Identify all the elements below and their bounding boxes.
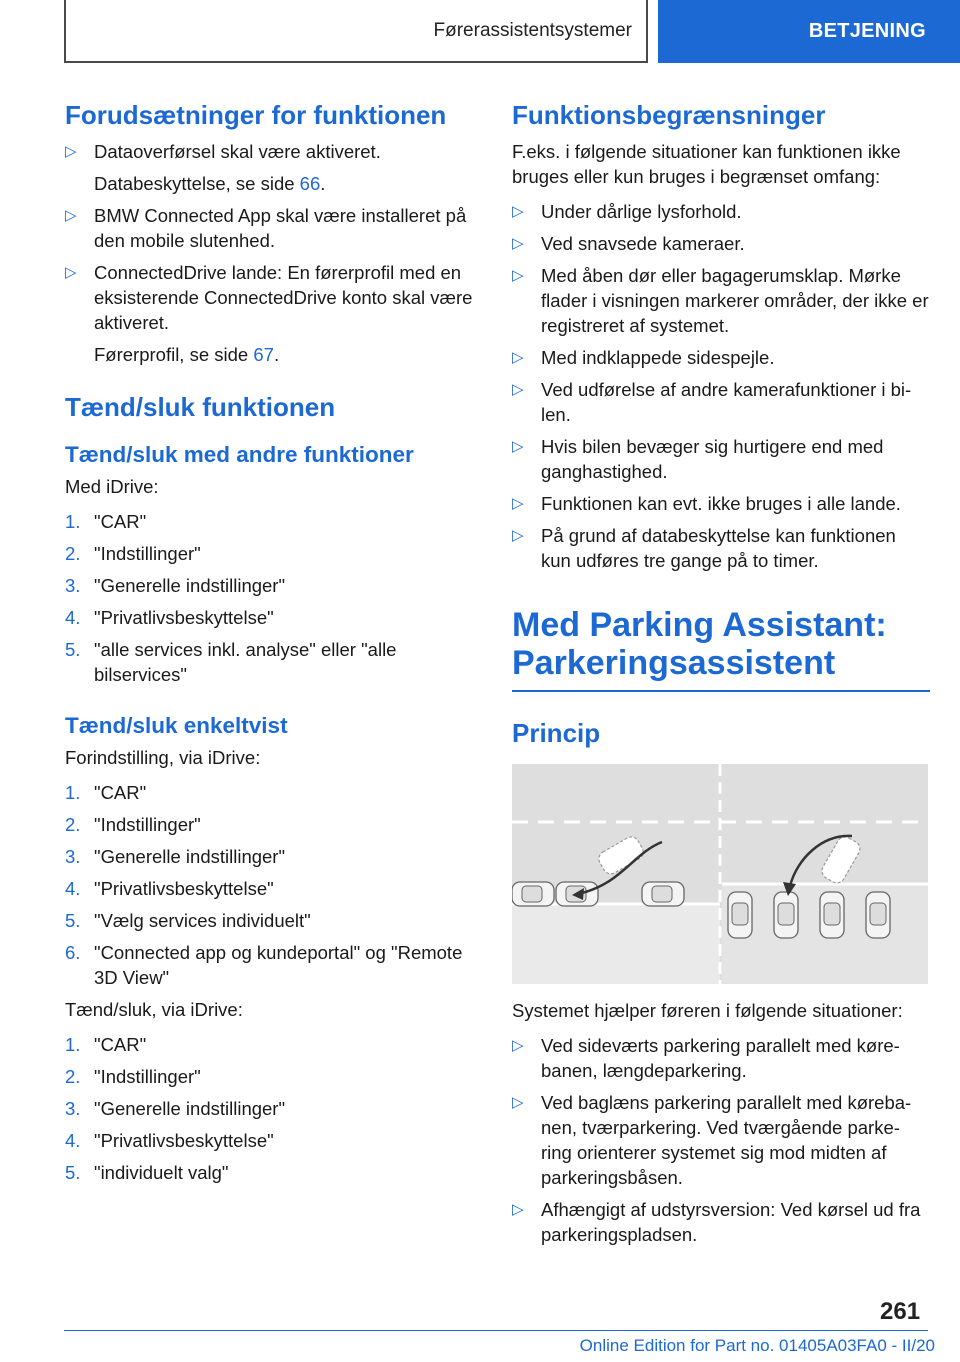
footer-edition: Online Edition for Part no. 01405A03FA0 - II/20 (579, 1336, 935, 1355)
onoff-steps-list (65, 1032, 485, 1185)
list-item-text: BMW Connected App skal være installeret på den mobile slutenhed. (94, 205, 467, 252)
left-column (65, 100, 485, 1192)
prereq-list (65, 139, 485, 367)
list-item-text: På grund af databeskyttelse kan funktionen kun udføres tre gange på to timer. (541, 525, 896, 572)
step-text: "Generelle indstillinger" (94, 1098, 286, 1120)
single-intro: Forindstilling, via iDrive: (65, 747, 261, 769)
list-item (65, 541, 485, 566)
header-chapter-text: BETJENING (808, 20, 926, 42)
step-number: 2. (65, 814, 81, 836)
principle-title: Princip (512, 718, 601, 749)
list-item-text: ConnectedDrive lande: En førerprofil med en eksisterende ConnectedDrive konto skal være aktiveret. (94, 262, 473, 334)
main-section-title: Med Parking Assistant: Parkeringsassistent (512, 606, 930, 692)
triangle-bullet-icon: ▷ (512, 203, 524, 221)
list-item-text: Ved snavsede kameraer. (541, 233, 745, 255)
sub-text: Førerprofil, se side (94, 344, 254, 366)
step-number: 4. (65, 607, 81, 629)
sub-text: Databeskyttelse, se side (94, 173, 300, 195)
list-item-text: Ved sideværts parkering parallelt med køre-banen, længdeparkering. (541, 1034, 900, 1081)
step-text: "CAR" (94, 511, 147, 533)
step-text: "CAR" (94, 782, 147, 804)
list-item-sub (94, 171, 485, 196)
list-item (65, 637, 485, 687)
onoff-intro: Tænd/sluk, via iDrive: (65, 999, 243, 1021)
triangle-bullet-icon: ▷ (512, 1036, 524, 1054)
triangle-bullet-icon: ▷ (512, 1093, 524, 1111)
list-item (512, 491, 930, 516)
list-item-text: Funktionen kan evt. ikke bruges i alle lande. (541, 493, 901, 515)
prereq-title: Forudsætninger for funktionen (65, 100, 447, 130)
sub-suffix: . (320, 173, 326, 195)
triangle-bullet-icon: ▷ (512, 381, 524, 399)
step-text: "Generelle indstillinger" (94, 575, 286, 597)
page-link[interactable]: 67 (253, 344, 274, 366)
other-intro: Med iDrive: (65, 476, 159, 498)
triangle-bullet-icon: ▷ (512, 527, 524, 545)
triangle-bullet-icon: ▷ (65, 143, 77, 161)
list-item (65, 605, 485, 630)
list-item-text: Ved baglæns parkering parallelt med køreba-nen, tværparkering. Ved tværgående parke-ring orienterer systemet sig mod midten af parkeringsbåsen. (541, 1091, 912, 1188)
list-item (512, 345, 930, 370)
step-text: "Indstillinger" (94, 1066, 201, 1088)
limits-list (512, 199, 930, 573)
sub-suffix: . (273, 344, 280, 366)
list-item (65, 1032, 485, 1057)
list-item-text: Med indklappede sidespejle. (541, 347, 775, 369)
step-text: "Generelle indstillinger" (94, 846, 286, 868)
triangle-bullet-icon: ▷ (512, 267, 524, 285)
step-text: "Privatlivsbeskyttelse" (94, 1130, 274, 1152)
step-number: 5. (65, 639, 81, 661)
step-text: "Indstillinger" (94, 814, 201, 836)
step-text: "Vælg services individuelt" (94, 910, 311, 932)
list-item-text: Under dårlige lysforhold. (541, 201, 742, 223)
triangle-bullet-icon: ▷ (512, 235, 524, 253)
header-chapter-tab[interactable] (658, 0, 960, 63)
page-link[interactable]: 66 (299, 173, 321, 195)
step-text: "alle services inkl. analyse" eller "alle bilservices" (94, 639, 397, 686)
list-item (65, 260, 485, 367)
list-item (65, 139, 485, 196)
step-number: 4. (65, 1130, 81, 1152)
list-item-text: Ved udførelse af andre kamerafunktioner i bi-len. (541, 379, 912, 426)
step-number: 1. (65, 511, 81, 533)
step-number: 5. (65, 1162, 81, 1184)
list-item-sub (94, 342, 485, 367)
step-text: "CAR" (94, 1034, 147, 1056)
list-item-text: Med åben dør eller bagagerumsklap. Mørke flader i visningen markerer områder, der ikke er registreret af systemet. (541, 265, 929, 337)
other-functions-title: Tænd/sluk med andre funktioner (65, 442, 414, 468)
single-steps-list (65, 780, 485, 990)
list-item (512, 199, 930, 224)
page-number: 261 (880, 1298, 921, 1325)
list-item (65, 1160, 485, 1185)
step-number: 2. (65, 1066, 81, 1088)
limits-intro: F.eks. i følgende situationer kan funktionen ikke bruges eller kun bruges i begrænset omfang: (512, 141, 901, 188)
step-number: 2. (65, 543, 81, 565)
list-item (65, 876, 485, 901)
list-item (512, 263, 930, 338)
list-item-text: Dataoverførsel skal være aktiveret. (94, 141, 381, 163)
list-item (65, 1096, 485, 1121)
step-text: "Privatlivsbeskyttelse" (94, 607, 274, 629)
header-section-title (64, 0, 648, 63)
right-column (512, 100, 930, 1254)
triangle-bullet-icon: ▷ (65, 207, 77, 225)
step-number: 1. (65, 1034, 81, 1056)
step-number: 6. (65, 942, 81, 964)
list-item (512, 377, 930, 427)
list-item (512, 1033, 930, 1083)
list-item (65, 780, 485, 805)
list-item (65, 908, 485, 933)
step-number: 4. (65, 878, 81, 900)
list-item (65, 940, 485, 990)
list-item (65, 812, 485, 837)
list-item (512, 1197, 930, 1247)
list-item (65, 203, 485, 253)
list-item (65, 573, 485, 598)
step-text: "Connected app og kundeportal" og "Remote 3D View" (94, 942, 463, 989)
triangle-bullet-icon: ▷ (512, 438, 524, 456)
list-item (512, 434, 930, 484)
list-item (512, 231, 930, 256)
system-intro: Systemet hjælper føreren i følgende situationer: (512, 999, 903, 1021)
triangle-bullet-icon: ▷ (65, 264, 77, 282)
step-text: "Indstillinger" (94, 543, 201, 565)
list-item-text: Hvis bilen bevæger sig hurtigere end med ganghastighed. (541, 436, 884, 483)
list-item (512, 523, 930, 573)
limits-title: Funktionsbegrænsninger (512, 100, 826, 130)
step-number: 3. (65, 575, 81, 597)
list-item-text: Afhængigt af udstyrsversion: Ved kørsel ud fra parkeringspladsen. (541, 1198, 921, 1245)
list-item (65, 1064, 485, 1089)
list-item (512, 1090, 930, 1190)
step-text: "Privatlivsbeskyttelse" (94, 878, 274, 900)
toggle-title: Tænd/sluk funktionen (65, 392, 336, 423)
parking-illustration (512, 764, 928, 984)
step-number: 3. (65, 1098, 81, 1120)
list-item (65, 844, 485, 869)
system-list (512, 1033, 930, 1247)
step-number: 3. (65, 846, 81, 868)
step-text: "individuelt valg" (94, 1162, 229, 1184)
list-item (65, 509, 485, 534)
header-section-text: Førerassistentsystemer (433, 19, 632, 41)
triangle-bullet-icon: ▷ (512, 1200, 524, 1218)
step-number: 1. (65, 782, 81, 804)
single-title: Tænd/sluk enkeltvist (65, 713, 288, 739)
other-steps-list (65, 509, 485, 687)
list-item (65, 1128, 485, 1153)
footer-divider (64, 1330, 928, 1331)
triangle-bullet-icon: ▷ (512, 349, 524, 367)
triangle-bullet-icon: ▷ (512, 495, 524, 513)
step-number: 5. (65, 910, 81, 932)
